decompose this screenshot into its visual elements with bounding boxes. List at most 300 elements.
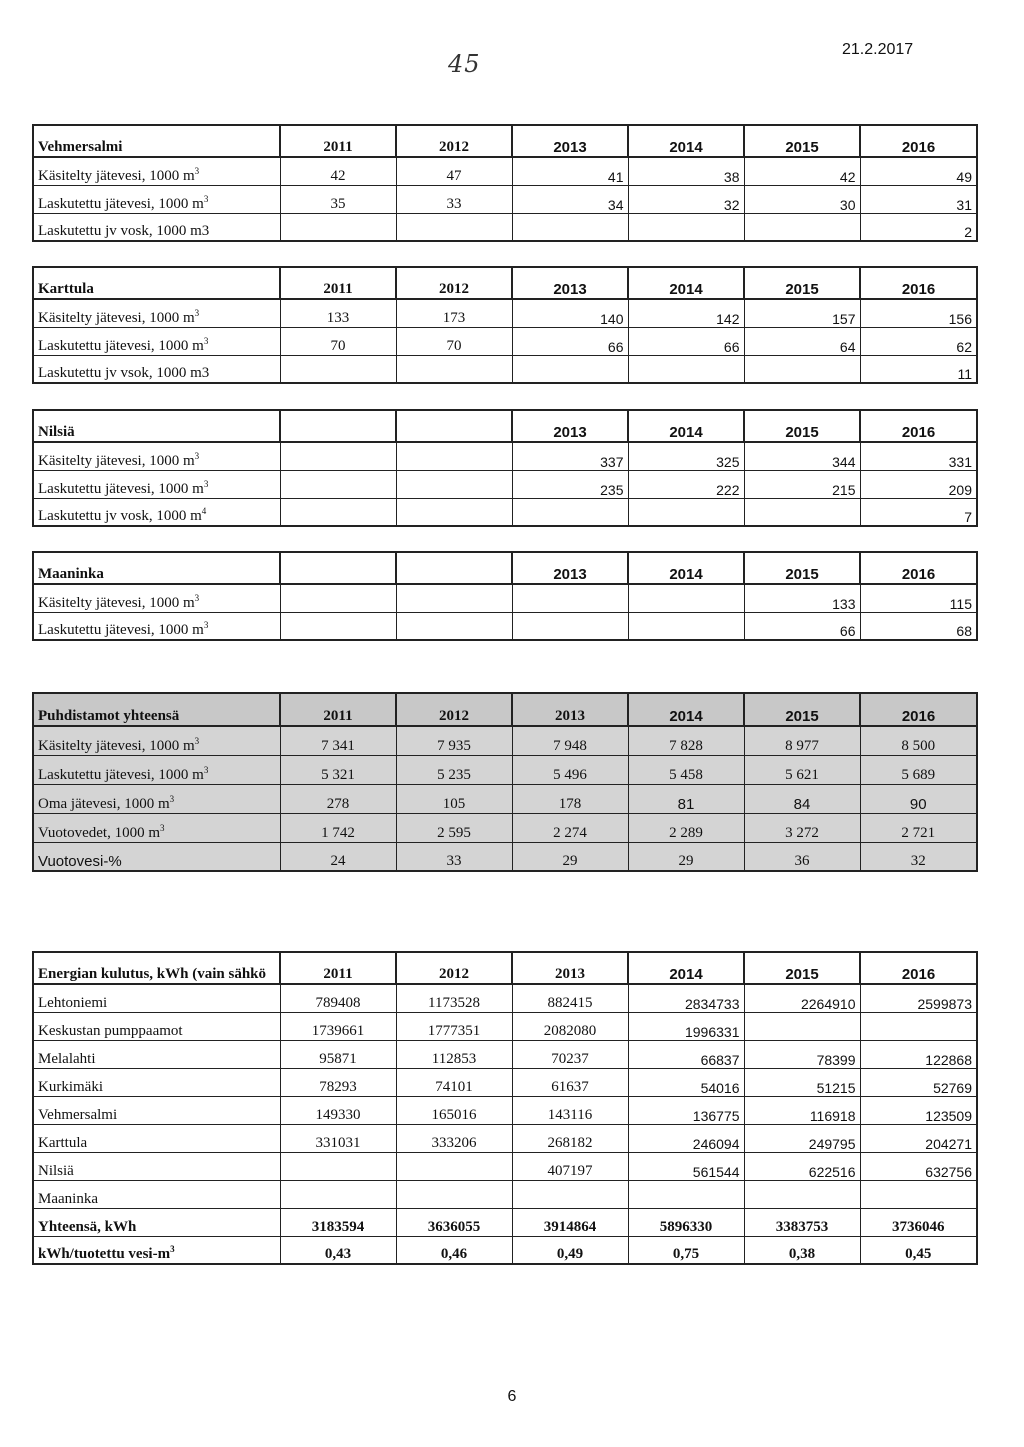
row-label-text: Vuotovesi-% xyxy=(38,853,122,870)
row-label-text: kWh/tuotettu vesi-m xyxy=(38,1246,171,1262)
table-cell: 7 948 xyxy=(512,726,628,755)
table-cell: 5 496 xyxy=(512,755,628,784)
table-row xyxy=(33,185,977,213)
year-header: 2016 xyxy=(860,267,977,299)
table-cell: 66 xyxy=(628,327,744,355)
table-cell: 1173528 xyxy=(396,984,512,1012)
table-row xyxy=(33,213,977,241)
unit-superscript: 3 xyxy=(194,307,200,318)
table-cell: 42 xyxy=(744,157,860,185)
table-row xyxy=(33,1180,977,1208)
table-cell xyxy=(396,498,512,526)
table-cell: 3636055 xyxy=(396,1208,512,1236)
table-cell: 3183594 xyxy=(280,1208,396,1236)
table-header-row xyxy=(33,552,977,584)
table-header-row xyxy=(33,952,977,984)
row-label xyxy=(33,813,280,842)
table-cell: 32 xyxy=(628,185,744,213)
table-row xyxy=(33,1012,977,1040)
table-cell xyxy=(396,612,512,640)
row-label-text: Käsitelty jätevesi, 1000 m xyxy=(38,309,195,326)
table-cell: 133 xyxy=(744,584,860,612)
row-label xyxy=(33,157,280,185)
year-header: 2014 xyxy=(628,552,744,584)
table-cell: 32 xyxy=(860,842,977,871)
table-cell xyxy=(396,213,512,241)
table-cell: 0,45 xyxy=(860,1236,977,1264)
table-row xyxy=(33,1040,977,1068)
table-cell: 246094 xyxy=(628,1124,744,1152)
row-label-text: Käsitelty jätevesi, 1000 m xyxy=(38,167,195,184)
row-label xyxy=(33,1068,280,1096)
year-header: 2013 xyxy=(512,552,628,584)
year-header: 2013 xyxy=(512,125,628,157)
page-number: 6 xyxy=(507,1388,517,1405)
table-cell: 90 xyxy=(860,784,977,813)
row-label xyxy=(33,299,280,327)
handwritten-page-mark: 45 xyxy=(448,50,481,78)
table-cell: 2 xyxy=(860,213,977,241)
row-label xyxy=(33,1152,280,1180)
year-header: 2014 xyxy=(628,693,744,726)
table-cell: 31 xyxy=(860,185,977,213)
table-cell xyxy=(396,470,512,498)
year-header xyxy=(396,552,512,584)
year-header: 2015 xyxy=(744,125,860,157)
unit-superscript: 3 xyxy=(169,793,175,804)
table-cell: 133 xyxy=(280,299,396,327)
energian-kulutus-table xyxy=(32,951,978,1265)
row-label-text: Kurkimäki xyxy=(38,1078,103,1095)
table-cell: 8 500 xyxy=(860,726,977,755)
table-cell xyxy=(280,498,396,526)
year-header: 2012 xyxy=(396,125,512,157)
section-title: Maaninka xyxy=(33,552,280,584)
row-label-text: Käsitelty jätevesi, 1000 m xyxy=(38,737,195,754)
table-row xyxy=(33,984,977,1012)
year-header: 2011 xyxy=(280,125,396,157)
table-cell: 331031 xyxy=(280,1124,396,1152)
table-cell: 84 xyxy=(744,784,860,813)
table-cell xyxy=(744,355,860,383)
table-cell xyxy=(396,442,512,470)
row-label xyxy=(33,842,280,871)
table-header-row xyxy=(33,410,977,442)
section-title: Nilsiä xyxy=(33,410,280,442)
table-cell: 407197 xyxy=(512,1152,628,1180)
row-label xyxy=(33,984,280,1012)
table-cell: 1996331 xyxy=(628,1012,744,1040)
table-row xyxy=(33,1208,977,1236)
table-cell: 143116 xyxy=(512,1096,628,1124)
table-cell: 29 xyxy=(628,842,744,871)
table-cell: 66 xyxy=(512,327,628,355)
year-header xyxy=(280,410,396,442)
table-cell: 7 xyxy=(860,498,977,526)
row-label-text: Laskutettu jätevesi, 1000 m xyxy=(38,337,204,354)
table-cell xyxy=(744,213,860,241)
row-label-text: Laskutettu jv vosk, 1000 m3 xyxy=(38,223,210,239)
table-cell xyxy=(512,584,628,612)
section-title: Energian kulutus, kWh (vain sähkö xyxy=(33,952,280,984)
row-label xyxy=(33,1208,280,1236)
table-cell: 0,49 xyxy=(512,1236,628,1264)
section-title: Puhdistamot yhteensä xyxy=(33,693,280,726)
row-label xyxy=(33,1040,280,1068)
row-label xyxy=(33,1124,280,1152)
table-cell: 64 xyxy=(744,327,860,355)
table-cell: 222 xyxy=(628,470,744,498)
row-label xyxy=(33,726,280,755)
row-label xyxy=(33,1096,280,1124)
table-cell: 5 235 xyxy=(396,755,512,784)
year-header: 2015 xyxy=(744,410,860,442)
table-cell: 561544 xyxy=(628,1152,744,1180)
table-cell: 11 xyxy=(860,355,977,383)
table-cell xyxy=(512,612,628,640)
table-cell: 7 341 xyxy=(280,726,396,755)
table-cell: 157 xyxy=(744,299,860,327)
table-cell: 165016 xyxy=(396,1096,512,1124)
year-header: 2015 xyxy=(744,693,860,726)
year-header: 2014 xyxy=(628,410,744,442)
row-label-text: Lehtoniemi xyxy=(38,994,108,1011)
row-label-text: Vehmersalmi xyxy=(38,1106,118,1123)
puhdistamot-yhteensa-table xyxy=(32,692,978,872)
table-cell: 38 xyxy=(628,157,744,185)
table-row xyxy=(33,1068,977,1096)
table-row xyxy=(33,470,977,498)
row-label xyxy=(33,612,280,640)
table-cell: 140 xyxy=(512,299,628,327)
table-cell xyxy=(396,1180,512,1208)
unit-superscript: 3 xyxy=(194,450,200,461)
table-cell xyxy=(628,355,744,383)
row-label-text: Laskutettu jätevesi, 1000 m xyxy=(38,480,204,497)
table-row xyxy=(33,498,977,526)
year-header: 2013 xyxy=(512,410,628,442)
table-cell xyxy=(396,584,512,612)
table-row xyxy=(33,1236,977,1264)
row-label-text: Laskutettu jv vsok, 1000 m3 xyxy=(38,365,210,381)
table-cell: 0,75 xyxy=(628,1236,744,1264)
table-cell xyxy=(860,1180,977,1208)
year-header: 2015 xyxy=(744,267,860,299)
table-cell: 156 xyxy=(860,299,977,327)
year-header: 2013 xyxy=(512,267,628,299)
row-label xyxy=(33,755,280,784)
table-cell xyxy=(280,1180,396,1208)
table-cell: 95871 xyxy=(280,1040,396,1068)
table-cell: 5 689 xyxy=(860,755,977,784)
table-cell: 62 xyxy=(860,327,977,355)
table-cell: 5896330 xyxy=(628,1208,744,1236)
unit-superscript: 3 xyxy=(170,1244,175,1254)
year-header: 2013 xyxy=(512,693,628,726)
row-label-text: Vuotovedet, 1000 m xyxy=(38,824,160,841)
unit-superscript: 3 xyxy=(194,165,200,176)
row-label xyxy=(33,1012,280,1040)
year-header xyxy=(280,552,396,584)
year-header: 2016 xyxy=(860,693,977,726)
table-cell: 278 xyxy=(280,784,396,813)
table-cell: 115 xyxy=(860,584,977,612)
table-cell: 178 xyxy=(512,784,628,813)
table-cell: 0,38 xyxy=(744,1236,860,1264)
table-cell xyxy=(860,1012,977,1040)
table-cell xyxy=(396,355,512,383)
year-header: 2015 xyxy=(744,952,860,984)
table-cell: 1 742 xyxy=(280,813,396,842)
table-cell: 173 xyxy=(396,299,512,327)
table-cell xyxy=(280,1152,396,1180)
table-cell: 136775 xyxy=(628,1096,744,1124)
table-row xyxy=(33,1096,977,1124)
table-row xyxy=(33,1124,977,1152)
unit-superscript: 3 xyxy=(203,335,209,346)
table-cell: 215 xyxy=(744,470,860,498)
row-label-text: Yhteensä, kWh xyxy=(38,1218,137,1235)
table-cell: 49 xyxy=(860,157,977,185)
year-header: 2011 xyxy=(280,693,396,726)
table-cell: 2 274 xyxy=(512,813,628,842)
table-cell: 0,43 xyxy=(280,1236,396,1264)
table-cell: 29 xyxy=(512,842,628,871)
row-label-text: Keskustan pumppaamot xyxy=(38,1022,183,1039)
table-cell xyxy=(280,213,396,241)
table-cell: 78293 xyxy=(280,1068,396,1096)
table-row xyxy=(33,299,977,327)
table-cell: 337 xyxy=(512,442,628,470)
table-cell: 268182 xyxy=(512,1124,628,1152)
table-cell: 47 xyxy=(396,157,512,185)
row-label-text: Nilsiä xyxy=(38,1162,74,1179)
year-header xyxy=(396,410,512,442)
table-row xyxy=(33,726,977,755)
table-cell: 30 xyxy=(744,185,860,213)
table-row xyxy=(33,442,977,470)
table-cell: 74101 xyxy=(396,1068,512,1096)
table-cell: 5 621 xyxy=(744,755,860,784)
table-row xyxy=(33,784,977,813)
table-cell xyxy=(512,1180,628,1208)
table-cell: 2264910 xyxy=(744,984,860,1012)
table-cell: 632756 xyxy=(860,1152,977,1180)
row-label xyxy=(33,185,280,213)
row-label xyxy=(33,784,280,813)
table-cell: 8 977 xyxy=(744,726,860,755)
row-label-text: Laskutettu jätevesi, 1000 m xyxy=(38,766,204,783)
table-cell: 42 xyxy=(280,157,396,185)
table-cell: 51215 xyxy=(744,1068,860,1096)
maaninka-table xyxy=(32,551,978,641)
table-cell: 0,46 xyxy=(396,1236,512,1264)
document-date: 21.2.2017 xyxy=(842,41,914,58)
table-cell: 1739661 xyxy=(280,1012,396,1040)
table-cell: 68 xyxy=(860,612,977,640)
table-cell: 70237 xyxy=(512,1040,628,1068)
table-cell: 122868 xyxy=(860,1040,977,1068)
table-cell xyxy=(280,442,396,470)
table-cell: 235 xyxy=(512,470,628,498)
table-cell: 249795 xyxy=(744,1124,860,1152)
row-label-text: Käsitelty jätevesi, 1000 m xyxy=(38,452,195,469)
row-label xyxy=(33,470,280,498)
row-label-text: Maaninka xyxy=(38,1190,98,1207)
year-header: 2015 xyxy=(744,552,860,584)
table-cell: 116918 xyxy=(744,1096,860,1124)
table-cell: 1777351 xyxy=(396,1012,512,1040)
table-cell: 105 xyxy=(396,784,512,813)
table-cell: 142 xyxy=(628,299,744,327)
unit-superscript: 3 xyxy=(203,193,209,204)
table-row xyxy=(33,1152,977,1180)
year-header: 2014 xyxy=(628,125,744,157)
table-cell: 3383753 xyxy=(744,1208,860,1236)
table-cell xyxy=(280,612,396,640)
table-cell: 2082080 xyxy=(512,1012,628,1040)
table-cell: 5 321 xyxy=(280,755,396,784)
karttula-table xyxy=(32,266,978,384)
table-header-row xyxy=(33,125,977,157)
table-cell: 35 xyxy=(280,185,396,213)
table-cell xyxy=(628,498,744,526)
table-cell: 66837 xyxy=(628,1040,744,1068)
unit-superscript: 3 xyxy=(194,735,200,746)
table-row xyxy=(33,813,977,842)
table-header-row xyxy=(33,267,977,299)
row-label-text: Käsitelty jätevesi, 1000 m xyxy=(38,594,195,611)
row-label-text: Laskutettu jätevesi, 1000 m xyxy=(38,195,204,212)
year-header: 2016 xyxy=(860,410,977,442)
year-header: 2012 xyxy=(396,693,512,726)
row-label xyxy=(33,584,280,612)
year-header: 2016 xyxy=(860,952,977,984)
table-row xyxy=(33,157,977,185)
table-cell: 54016 xyxy=(628,1068,744,1096)
table-cell: 7 935 xyxy=(396,726,512,755)
row-label-text: Laskutettu jätevesi, 1000 m xyxy=(38,622,204,638)
unit-superscript: 3 xyxy=(194,592,200,603)
table-cell: 24 xyxy=(280,842,396,871)
year-header: 2012 xyxy=(396,267,512,299)
table-cell: 2 595 xyxy=(396,813,512,842)
table-cell: 209 xyxy=(860,470,977,498)
row-label xyxy=(33,442,280,470)
table-row xyxy=(33,355,977,383)
table-cell xyxy=(628,213,744,241)
table-cell: 52769 xyxy=(860,1068,977,1096)
table-cell: 333206 xyxy=(396,1124,512,1152)
table-cell xyxy=(628,1180,744,1208)
table-cell: 2834733 xyxy=(628,984,744,1012)
row-label xyxy=(33,213,280,241)
table-row xyxy=(33,842,977,871)
year-header: 2011 xyxy=(280,267,396,299)
vehmersalmi-table xyxy=(32,124,978,242)
table-cell xyxy=(396,1152,512,1180)
table-row xyxy=(33,327,977,355)
table-cell: 789408 xyxy=(280,984,396,1012)
table-cell xyxy=(512,213,628,241)
row-label xyxy=(33,327,280,355)
nilsia-table xyxy=(32,409,978,527)
table-cell: 882415 xyxy=(512,984,628,1012)
unit-superscript: 4 xyxy=(201,506,207,516)
table-cell: 204271 xyxy=(860,1124,977,1152)
table-cell xyxy=(512,498,628,526)
row-label-text: Oma jätevesi, 1000 m xyxy=(38,795,170,812)
table-cell: 41 xyxy=(512,157,628,185)
table-cell: 2 721 xyxy=(860,813,977,842)
table-cell: 3914864 xyxy=(512,1208,628,1236)
table-cell xyxy=(628,584,744,612)
table-cell: 7 828 xyxy=(628,726,744,755)
table-cell: 123509 xyxy=(860,1096,977,1124)
row-label-text: Laskutettu jv vosk, 1000 m xyxy=(38,508,202,524)
unit-superscript: 3 xyxy=(203,764,209,775)
row-label xyxy=(33,1180,280,1208)
section-title: Vehmersalmi xyxy=(33,125,280,157)
unit-superscript: 3 xyxy=(203,478,209,489)
row-label xyxy=(33,498,280,526)
row-label xyxy=(33,1236,280,1264)
table-header-row xyxy=(33,693,977,726)
section-title: Karttula xyxy=(33,267,280,299)
year-header: 2016 xyxy=(860,125,977,157)
row-label-text: Karttula xyxy=(38,1134,88,1151)
table-cell: 5 458 xyxy=(628,755,744,784)
table-cell xyxy=(512,355,628,383)
table-cell: 325 xyxy=(628,442,744,470)
table-cell: 66 xyxy=(744,612,860,640)
row-label-text: Melalahti xyxy=(38,1050,96,1067)
table-cell: 112853 xyxy=(396,1040,512,1068)
table-cell xyxy=(744,1180,860,1208)
table-cell: 344 xyxy=(744,442,860,470)
table-cell xyxy=(744,1012,860,1040)
table-cell: 34 xyxy=(512,185,628,213)
table-cell xyxy=(744,498,860,526)
year-header: 2013 xyxy=(512,952,628,984)
row-label xyxy=(33,355,280,383)
year-header: 2012 xyxy=(396,952,512,984)
year-header: 2014 xyxy=(628,267,744,299)
table-cell: 149330 xyxy=(280,1096,396,1124)
table-cell: 3736046 xyxy=(860,1208,977,1236)
table-cell xyxy=(628,612,744,640)
unit-superscript: 3 xyxy=(160,822,165,833)
unit-superscript: 3 xyxy=(203,620,209,630)
table-row xyxy=(33,612,977,640)
table-cell: 78399 xyxy=(744,1040,860,1068)
table-row xyxy=(33,755,977,784)
year-header: 2014 xyxy=(628,952,744,984)
table-cell: 81 xyxy=(628,784,744,813)
table-cell: 36 xyxy=(744,842,860,871)
table-cell xyxy=(280,584,396,612)
table-cell: 2599873 xyxy=(860,984,977,1012)
table-cell: 70 xyxy=(280,327,396,355)
table-cell: 3 272 xyxy=(744,813,860,842)
table-cell: 33 xyxy=(396,185,512,213)
table-cell xyxy=(280,470,396,498)
table-row xyxy=(33,584,977,612)
year-header: 2011 xyxy=(280,952,396,984)
table-cell: 2 289 xyxy=(628,813,744,842)
table-cell: 33 xyxy=(396,842,512,871)
table-cell: 61637 xyxy=(512,1068,628,1096)
